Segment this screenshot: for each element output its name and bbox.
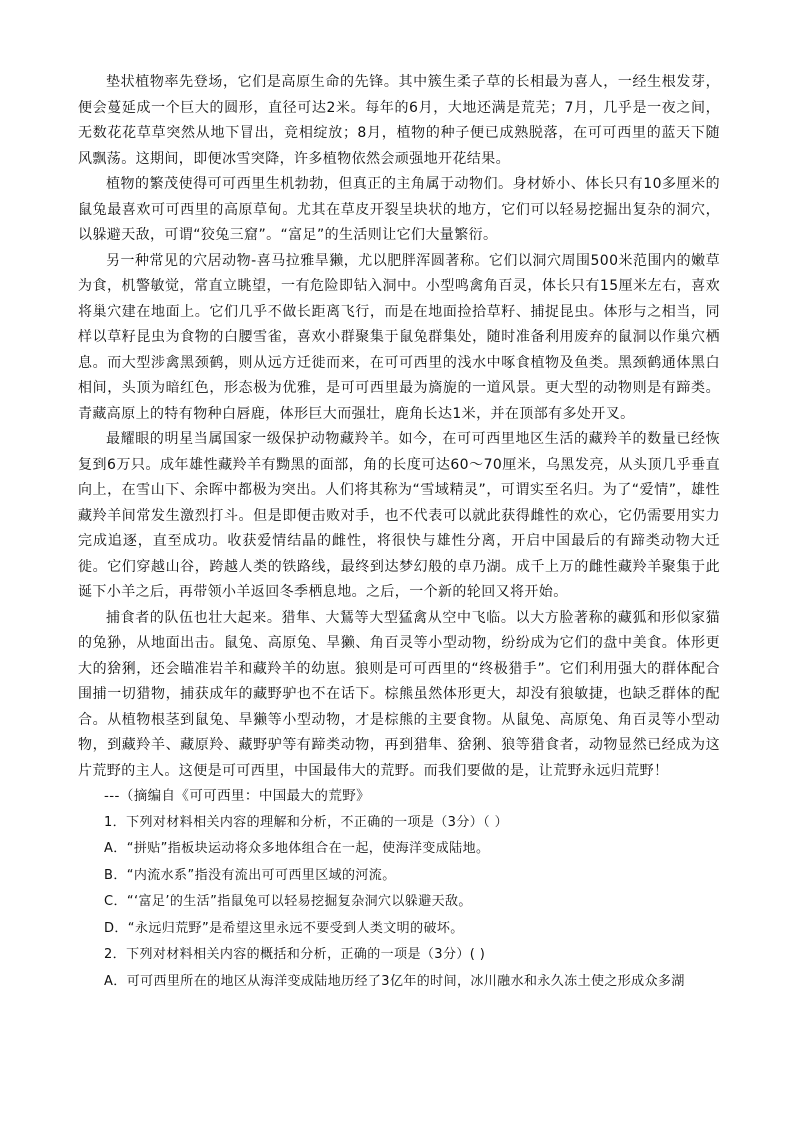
option-a: A．可可西里所在的地区从海洋变成陆地历经了3亿年的时间，冰川融水和永久冻土使之形成众多湖 bbox=[104, 973, 685, 989]
option-a: A．“拼贴”指板块运动将众多地体组合在一起，使海洋变成陆地。 bbox=[104, 841, 490, 856]
question-stem: 2．下列对材料相关内容的概括和分析，正确的一项是（3分）( ) bbox=[104, 947, 486, 962]
document-page bbox=[78, 70, 720, 995]
paragraph-predators: 捕食者的队伍也壮大起来。猎隼、大鵟等大型猛禽从空中飞临。以大方脸著称的藏狐和形似家猫的兔狲，从地面出击。鼠兔、高原兔、旱獭、角百灵等小型动物，纷纷成为它们的盘中美食。体形更大的猞猁，还会瞄准岩羊和藏羚羊的幼崽。狼则是可可西里的“终极猎手”。它们利用强大的群体配合围捕一切猎物，捕获成年的藏野驴也不在话下。棕熊虽然体形更大，却没有狼敏捷，也缺乏群体的配合。从植物根茎到鼠兔、旱獭等小型动物，才是棕熊的主要食物。从鼠兔、高原兔、角百灵等小型动物，到藏羚羊、藏原羚、藏野驴等有蹄类动物，再到猎隼、猞猁、狼等猎食者，动物显然已经成为这片荒野的主人。这便是可可西里，中国最伟大的荒野。而我们要做的是，让荒野永远归荒野！ bbox=[78, 609, 720, 779]
option-b: B．“内流水系”指没有流出可可西里区域的河流。 bbox=[104, 867, 396, 883]
paragraph-pika: 植物的繁茂使得可可西里生机勃勃，但真正的主角属于动物们。身材娇小、体长只有10多厘米的鼠兔最喜欢可可西里的高原草甸。尤其在草皮开裂呈块状的地方，它们可以轻易挖掘出复杂的洞穴，以躲避天敌，可谓“狡兔三窟”。“富足”的生活则让它们大量繁衍。 bbox=[78, 176, 720, 243]
option-d: D．“永远归荒野”是希望这里永远不要受到人类文明的破坏。 bbox=[104, 920, 464, 936]
paragraph-burrowing-animals: 另一种常见的穴居动物-喜马拉雅旱獭，尤以肥胖浑圆著称。它们以洞穴周围500米范围内的嫩草为食，机警敏觉，常直立眺望，一有危险即钻入洞中。小型鸣禽角百灵，体长只有15厘米左右，喜欢将巢穴建在地面上。它们几乎不做长距离飞行，而是在地面捡拾草籽、捕捉昆虫。体形与之相当，同样以草籽昆虫为食物的白腰雪雀，喜欢小群聚集于鼠兔群集处，随时准备利用废弃的鼠洞以作巢穴栖息。而大型涉禽黑颈鹤，则从远方迁徙而来，在可可西里的浅水中啄食植物及鱼类。黑颈鹤通体黑白相间，头顶为暗红色，形态极为优雅，是可可西里最为旖旎的一道风景。更大型的动物则是有蹄类。青藏高原上的特有物种白唇鹿，体形巨大而强壮，鹿角长达1米，并在顶部有多处开叉。 bbox=[78, 252, 720, 422]
question-2 bbox=[78, 942, 720, 995]
paragraph-tibetan-antelope: 最耀眼的明星当属国家一级保护动物藏羚羊。如今，在可可西里地区生活的藏羚羊的数量已经恢复到6万只。成年雄性藏羚羊有黝黑的面部，角的长度可达60～70厘米，乌黑发亮，从头顶几乎垂直向上，在雪山下、余晖中都极为突出。人们将其称为“雪域精灵”，可谓实至名归。为了“爱情”，雄性藏羚羊间常发生激烈打斗。但是即便击败对手，也不代表可以就此获得雌性的欢心，它仍需要用实力完成追逐，直至成功。收获爱情结晶的雌性，将很快与雄性分离，开启中国最后的有蹄类动物大迁徙。它们穿越山谷，跨越人类的铁路线，最终到达梦幻般的卓乃湖。成千上万的雌性藏羚羊聚集于此诞下小羊之后，再带领小羊返回冬季栖息地。之后，一个新的轮回又将开始。 bbox=[78, 431, 720, 600]
option-c: C．“‘富足’的生活”指鼠兔可以轻易挖掘复杂洞穴以躲避天敌。 bbox=[104, 894, 472, 909]
question-stem: 1．下列对材料相关内容的理解和分析，不正确的一项是（3分）（ ） bbox=[104, 814, 508, 830]
question-1 bbox=[78, 810, 720, 943]
paragraph-cushion-plants: 垫状植物率先登场，它们是高原生命的先锋。其中簇生柔子草的长相最为喜人，一经生根发芽，便会蔓延成一个巨大的圆形，直径可达2米。每年的6月，大地还满是荒芜；7月，几乎是一夜之间，无数花花草草突然从地下冒出，竞相绽放；8月，植物的种子便已成熟脱落，在可可西里的蓝天下随风飘荡。这期间，即便冰雪突降，许多植物依然会顽强地开花结果。 bbox=[78, 74, 720, 167]
source-citation: ---（摘编自《可可西里：中国最大的荒野》 bbox=[104, 788, 371, 804]
